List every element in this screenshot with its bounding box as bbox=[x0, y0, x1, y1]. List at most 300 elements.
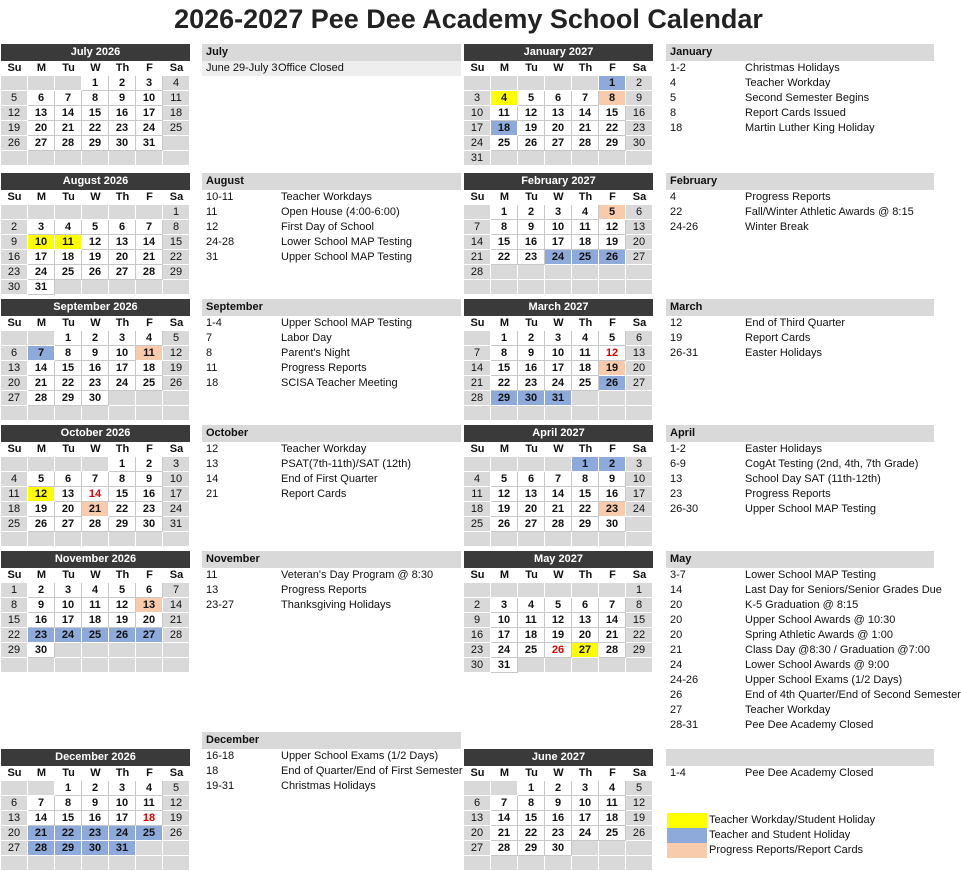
day-cell: 13 bbox=[109, 235, 136, 250]
event-text: Parent's Night bbox=[281, 347, 350, 359]
day-cell: 12 bbox=[28, 487, 55, 502]
event-row bbox=[666, 346, 934, 361]
day-cell: 30 bbox=[109, 136, 136, 151]
day-cell: 20 bbox=[518, 502, 545, 517]
day-cell: 14 bbox=[28, 811, 55, 826]
day-cell: 14 bbox=[136, 235, 163, 250]
event-text: Office Closed bbox=[278, 62, 344, 74]
day-cell: 10 bbox=[626, 472, 653, 487]
day-cell: 24 bbox=[109, 376, 136, 391]
event-text: CogAt Testing (2nd, 4th, 7th Grade) bbox=[745, 458, 919, 470]
empty-cell bbox=[491, 583, 518, 598]
empty-cell bbox=[1, 658, 28, 673]
weekday-label: Tu bbox=[525, 191, 538, 203]
day-cell: 22 bbox=[599, 121, 626, 136]
day-cell: 4 bbox=[491, 91, 518, 106]
day-cell: 5 bbox=[599, 205, 626, 220]
day-cell: 27 bbox=[518, 517, 545, 532]
day-cell: 29 bbox=[55, 841, 82, 856]
event-row bbox=[666, 673, 934, 688]
day-cell: 2 bbox=[82, 331, 109, 346]
day-cell: 30 bbox=[1, 280, 28, 295]
events-month-title: September bbox=[202, 299, 461, 316]
day-cell: 23 bbox=[599, 502, 626, 517]
weekday-label: Th bbox=[115, 317, 130, 329]
events-month-title: July bbox=[202, 44, 461, 61]
empty-cell bbox=[28, 406, 55, 421]
event-date: 21 bbox=[670, 644, 683, 656]
day-cell: 13 bbox=[626, 220, 653, 235]
month-calendar bbox=[464, 299, 653, 421]
day-cell: 26 bbox=[518, 136, 545, 151]
empty-cell bbox=[163, 643, 190, 658]
day-cell: 11 bbox=[82, 598, 109, 613]
month-events bbox=[666, 749, 934, 781]
weekday-header bbox=[464, 61, 653, 76]
weekday-label: Tu bbox=[525, 317, 538, 329]
weekday-label: W bbox=[90, 569, 101, 581]
day-cell: 22 bbox=[491, 250, 518, 265]
event-text: Upper School Exams (1/2 Days) bbox=[281, 750, 439, 762]
empty-cell bbox=[545, 856, 572, 871]
empty-cell bbox=[163, 280, 190, 295]
event-date: 11 bbox=[206, 569, 218, 581]
day-cell: 4 bbox=[464, 472, 491, 487]
day-cell: 25 bbox=[55, 265, 82, 280]
empty-cell bbox=[109, 532, 136, 547]
day-cell: 9 bbox=[518, 220, 545, 235]
empty-cell bbox=[626, 151, 653, 166]
day-cell: 27 bbox=[109, 265, 136, 280]
day-grid bbox=[464, 76, 653, 166]
day-cell: 21 bbox=[599, 628, 626, 643]
event-row bbox=[666, 613, 934, 628]
month-title: February 2027 bbox=[464, 173, 653, 190]
event-date: 23 bbox=[670, 488, 683, 500]
day-cell: 15 bbox=[599, 106, 626, 121]
day-cell: 12 bbox=[626, 796, 653, 811]
empty-cell bbox=[464, 532, 491, 547]
day-cell: 23 bbox=[82, 376, 109, 391]
event-text: Report Cards Issued bbox=[745, 107, 846, 119]
day-cell: 25 bbox=[82, 628, 109, 643]
empty-cell bbox=[109, 205, 136, 220]
weekday-label: M bbox=[499, 191, 510, 203]
day-cell: 12 bbox=[518, 106, 545, 121]
weekday-label: W bbox=[553, 569, 564, 581]
day-cell: 24 bbox=[572, 826, 599, 841]
day-cell: 15 bbox=[163, 235, 190, 250]
empty-cell bbox=[1, 331, 28, 346]
day-cell: 18 bbox=[1, 502, 28, 517]
month-title: August 2026 bbox=[1, 173, 190, 190]
day-cell: 6 bbox=[1, 346, 28, 361]
day-cell: 20 bbox=[109, 250, 136, 265]
event-date: 12 bbox=[206, 443, 219, 455]
day-cell: 1 bbox=[1, 583, 28, 598]
day-cell: 6 bbox=[518, 472, 545, 487]
empty-cell bbox=[28, 151, 55, 166]
event-text: School Day SAT (11th-12th) bbox=[745, 473, 881, 485]
day-cell: 23 bbox=[626, 121, 653, 136]
event-text: Thanksgiving Holidays bbox=[281, 599, 392, 611]
event-text: Christmas Holidays bbox=[281, 780, 376, 792]
event-row bbox=[666, 718, 934, 733]
empty-cell bbox=[626, 406, 653, 421]
day-cell: 1 bbox=[626, 583, 653, 598]
day-cell: 15 bbox=[55, 811, 82, 826]
day-cell: 30 bbox=[28, 643, 55, 658]
day-cell: 12 bbox=[82, 235, 109, 250]
day-cell: 11 bbox=[163, 91, 190, 106]
day-cell: 5 bbox=[1, 91, 28, 106]
event-date: 5 bbox=[670, 92, 677, 104]
day-cell: 2 bbox=[626, 76, 653, 91]
empty-cell bbox=[626, 856, 653, 871]
empty-cell bbox=[545, 583, 572, 598]
empty-cell bbox=[28, 658, 55, 673]
day-cell: 26 bbox=[491, 517, 518, 532]
empty-cell bbox=[626, 265, 653, 280]
event-date: 12 bbox=[670, 317, 683, 329]
day-cell: 26 bbox=[163, 376, 190, 391]
day-cell: 9 bbox=[518, 346, 545, 361]
empty-cell bbox=[55, 205, 82, 220]
day-cell: 22 bbox=[626, 628, 653, 643]
event-row bbox=[666, 766, 934, 781]
event-date: 21 bbox=[206, 488, 219, 500]
day-grid bbox=[464, 457, 653, 547]
day-cell: 14 bbox=[599, 613, 626, 628]
event-text: Progress Reports bbox=[281, 584, 367, 596]
event-text: Labor Day bbox=[281, 332, 332, 344]
weekday-label: Sa bbox=[169, 62, 184, 74]
day-cell: 26 bbox=[1, 136, 28, 151]
weekday-label: Su bbox=[470, 62, 485, 74]
weekday-header bbox=[1, 442, 190, 457]
event-text: Winter Break bbox=[745, 221, 809, 233]
day-cell: 27 bbox=[55, 517, 82, 532]
day-cell: 17 bbox=[136, 106, 163, 121]
weekday-header bbox=[464, 316, 653, 331]
event-text: End of Quarter/End of First Semester bbox=[281, 765, 463, 777]
empty-cell bbox=[518, 406, 545, 421]
event-row bbox=[666, 220, 934, 235]
month-calendar bbox=[464, 551, 653, 673]
day-cell: 12 bbox=[163, 796, 190, 811]
day-cell: 25 bbox=[136, 376, 163, 391]
day-cell: 17 bbox=[491, 628, 518, 643]
day-cell: 7 bbox=[28, 796, 55, 811]
event-date: 19-31 bbox=[206, 780, 235, 792]
day-cell: 22 bbox=[55, 376, 82, 391]
event-row bbox=[666, 91, 934, 106]
event-date: 18 bbox=[206, 765, 219, 777]
day-cell: 24 bbox=[464, 136, 491, 151]
event-date: 13 bbox=[206, 458, 219, 470]
day-cell: 3 bbox=[163, 457, 190, 472]
day-cell: 16 bbox=[626, 106, 653, 121]
day-cell: 14 bbox=[82, 487, 109, 502]
day-cell: 23 bbox=[109, 121, 136, 136]
day-cell: 18 bbox=[136, 811, 163, 826]
day-cell: 12 bbox=[599, 220, 626, 235]
weekday-label: F bbox=[146, 569, 153, 581]
day-cell: 23 bbox=[1, 265, 28, 280]
weekday-label: Th bbox=[115, 191, 130, 203]
day-cell: 11 bbox=[55, 235, 82, 250]
event-row bbox=[202, 316, 461, 331]
event-row bbox=[666, 190, 934, 205]
day-cell: 3 bbox=[626, 457, 653, 472]
day-cell: 5 bbox=[518, 91, 545, 106]
month-calendar bbox=[1, 44, 190, 166]
weekday-label: W bbox=[553, 767, 564, 779]
day-cell: 14 bbox=[163, 598, 190, 613]
empty-cell bbox=[572, 532, 599, 547]
day-cell: 10 bbox=[28, 235, 55, 250]
day-cell: 17 bbox=[545, 235, 572, 250]
weekday-label: Su bbox=[7, 767, 22, 779]
weekday-label: Su bbox=[470, 443, 485, 455]
event-text: Teacher Workday bbox=[281, 443, 367, 455]
event-date: 1-4 bbox=[206, 317, 222, 329]
empty-cell bbox=[464, 205, 491, 220]
month-events bbox=[202, 732, 461, 794]
empty-cell bbox=[136, 280, 163, 295]
event-date: 1-4 bbox=[670, 767, 686, 779]
weekday-header bbox=[1, 190, 190, 205]
empty-cell bbox=[599, 280, 626, 295]
event-date: 1-2 bbox=[670, 443, 686, 455]
event-date: 20 bbox=[670, 629, 683, 641]
event-date: 19 bbox=[670, 332, 683, 344]
day-cell: 22 bbox=[109, 502, 136, 517]
empty-cell bbox=[109, 856, 136, 871]
empty-cell bbox=[464, 76, 491, 91]
weekday-label: F bbox=[146, 191, 153, 203]
empty-cell bbox=[626, 841, 653, 856]
day-cell: 24 bbox=[136, 121, 163, 136]
day-cell: 23 bbox=[518, 250, 545, 265]
day-cell: 12 bbox=[599, 346, 626, 361]
day-cell: 13 bbox=[626, 346, 653, 361]
day-cell: 17 bbox=[109, 361, 136, 376]
event-row bbox=[202, 376, 461, 391]
weekday-label: F bbox=[609, 62, 616, 74]
day-cell: 2 bbox=[599, 457, 626, 472]
empty-cell bbox=[599, 265, 626, 280]
day-cell: 26 bbox=[163, 826, 190, 841]
day-cell: 28 bbox=[545, 517, 572, 532]
day-cell: 11 bbox=[464, 487, 491, 502]
day-cell: 1 bbox=[109, 457, 136, 472]
day-grid bbox=[1, 205, 190, 295]
event-date: 24-28 bbox=[206, 236, 235, 248]
empty-cell bbox=[109, 151, 136, 166]
day-cell: 27 bbox=[626, 376, 653, 391]
day-cell: 24 bbox=[109, 826, 136, 841]
day-cell: 9 bbox=[545, 796, 572, 811]
day-cell: 11 bbox=[1, 487, 28, 502]
event-date: 14 bbox=[206, 473, 219, 485]
day-cell: 30 bbox=[545, 841, 572, 856]
day-cell: 2 bbox=[464, 598, 491, 613]
event-row bbox=[666, 487, 934, 502]
day-cell: 22 bbox=[1, 628, 28, 643]
month-title: January 2027 bbox=[464, 44, 653, 61]
empty-cell bbox=[572, 841, 599, 856]
day-cell: 1 bbox=[491, 331, 518, 346]
event-date: 23-27 bbox=[206, 599, 235, 611]
empty-cell bbox=[82, 151, 109, 166]
weekday-label: Th bbox=[115, 767, 130, 779]
weekday-header bbox=[1, 316, 190, 331]
day-cell: 21 bbox=[572, 121, 599, 136]
event-date: 18 bbox=[206, 377, 219, 389]
event-row bbox=[666, 703, 934, 718]
day-cell: 27 bbox=[1, 841, 28, 856]
empty-cell bbox=[572, 76, 599, 91]
day-cell: 23 bbox=[464, 643, 491, 658]
empty-cell bbox=[518, 658, 545, 673]
day-cell: 18 bbox=[572, 361, 599, 376]
weekday-label: W bbox=[90, 62, 101, 74]
day-cell: 19 bbox=[599, 235, 626, 250]
month-events bbox=[666, 173, 934, 235]
day-cell: 7 bbox=[136, 220, 163, 235]
day-cell: 13 bbox=[545, 106, 572, 121]
day-cell: 17 bbox=[572, 811, 599, 826]
month-events bbox=[202, 299, 461, 391]
event-row bbox=[666, 502, 934, 517]
day-grid bbox=[1, 583, 190, 673]
day-cell: 19 bbox=[545, 628, 572, 643]
weekday-label: Sa bbox=[632, 191, 647, 203]
event-row bbox=[666, 331, 934, 346]
day-cell: 5 bbox=[491, 472, 518, 487]
day-cell: 29 bbox=[626, 643, 653, 658]
weekday-label: Tu bbox=[525, 62, 538, 74]
empty-cell bbox=[82, 856, 109, 871]
empty-cell bbox=[464, 781, 491, 796]
day-cell: 12 bbox=[1, 106, 28, 121]
empty-cell bbox=[599, 583, 626, 598]
weekday-label: W bbox=[553, 191, 564, 203]
day-cell: 20 bbox=[55, 502, 82, 517]
event-row bbox=[202, 190, 461, 205]
day-cell: 26 bbox=[626, 826, 653, 841]
event-date: 11 bbox=[206, 206, 218, 218]
event-text: Veteran's Day Program @ 8:30 bbox=[281, 569, 434, 581]
weekday-label: M bbox=[36, 62, 47, 74]
event-date: 8 bbox=[206, 347, 213, 359]
empty-cell bbox=[599, 406, 626, 421]
day-cell: 6 bbox=[28, 91, 55, 106]
event-text: Lower School MAP Testing bbox=[281, 236, 413, 248]
day-cell: 23 bbox=[82, 826, 109, 841]
day-cell: 20 bbox=[626, 235, 653, 250]
legend-swatch bbox=[667, 843, 707, 858]
weekday-label: Th bbox=[578, 443, 593, 455]
day-cell: 13 bbox=[28, 106, 55, 121]
weekday-label: Tu bbox=[62, 191, 75, 203]
day-cell: 25 bbox=[464, 517, 491, 532]
day-cell: 21 bbox=[82, 502, 109, 517]
day-cell: 24 bbox=[545, 250, 572, 265]
day-cell: 31 bbox=[545, 391, 572, 406]
event-text: Teacher Workdays bbox=[281, 191, 372, 203]
empty-cell bbox=[82, 280, 109, 295]
day-cell: 4 bbox=[599, 781, 626, 796]
weekday-label: Sa bbox=[169, 317, 184, 329]
weekday-label: M bbox=[499, 62, 510, 74]
day-cell: 2 bbox=[136, 457, 163, 472]
weekday-label: Su bbox=[7, 317, 22, 329]
day-cell: 2 bbox=[109, 76, 136, 91]
day-cell: 6 bbox=[109, 220, 136, 235]
weekday-label: F bbox=[609, 443, 616, 455]
day-cell: 16 bbox=[518, 235, 545, 250]
day-cell: 16 bbox=[599, 487, 626, 502]
day-cell: 29 bbox=[491, 391, 518, 406]
day-cell: 7 bbox=[599, 598, 626, 613]
event-row bbox=[202, 764, 461, 779]
weekday-label: Su bbox=[470, 191, 485, 203]
day-cell: 9 bbox=[28, 598, 55, 613]
empty-cell bbox=[545, 280, 572, 295]
day-cell: 15 bbox=[518, 811, 545, 826]
event-row bbox=[202, 346, 461, 361]
event-text: First Day of School bbox=[281, 221, 374, 233]
month-calendar bbox=[1, 173, 190, 295]
day-cell: 19 bbox=[163, 811, 190, 826]
empty-cell bbox=[28, 205, 55, 220]
empty-cell bbox=[136, 658, 163, 673]
event-row bbox=[202, 331, 461, 346]
day-cell: 3 bbox=[136, 76, 163, 91]
event-date: 14 bbox=[670, 584, 683, 596]
event-text: Easter Holidays bbox=[745, 443, 823, 455]
event-text: Upper School MAP Testing bbox=[745, 503, 877, 515]
day-cell: 28 bbox=[163, 628, 190, 643]
event-date: 26-31 bbox=[670, 347, 699, 359]
day-cell: 6 bbox=[1, 796, 28, 811]
empty-cell bbox=[163, 841, 190, 856]
event-row bbox=[202, 61, 461, 76]
day-cell: 4 bbox=[82, 583, 109, 598]
empty-cell bbox=[491, 406, 518, 421]
empty-cell bbox=[572, 856, 599, 871]
day-cell: 17 bbox=[55, 613, 82, 628]
day-cell: 19 bbox=[518, 121, 545, 136]
empty-cell bbox=[55, 532, 82, 547]
event-row bbox=[202, 779, 461, 794]
empty-cell bbox=[82, 643, 109, 658]
empty-cell bbox=[55, 457, 82, 472]
day-cell: 25 bbox=[572, 250, 599, 265]
month-calendar bbox=[464, 749, 653, 871]
day-cell: 31 bbox=[136, 136, 163, 151]
event-text: Christmas Holidays bbox=[745, 62, 840, 74]
day-cell: 4 bbox=[163, 76, 190, 91]
weekday-label: F bbox=[146, 443, 153, 455]
day-cell: 21 bbox=[28, 376, 55, 391]
day-cell: 21 bbox=[28, 826, 55, 841]
day-grid bbox=[1, 457, 190, 547]
empty-cell bbox=[1, 205, 28, 220]
day-cell: 20 bbox=[1, 826, 28, 841]
